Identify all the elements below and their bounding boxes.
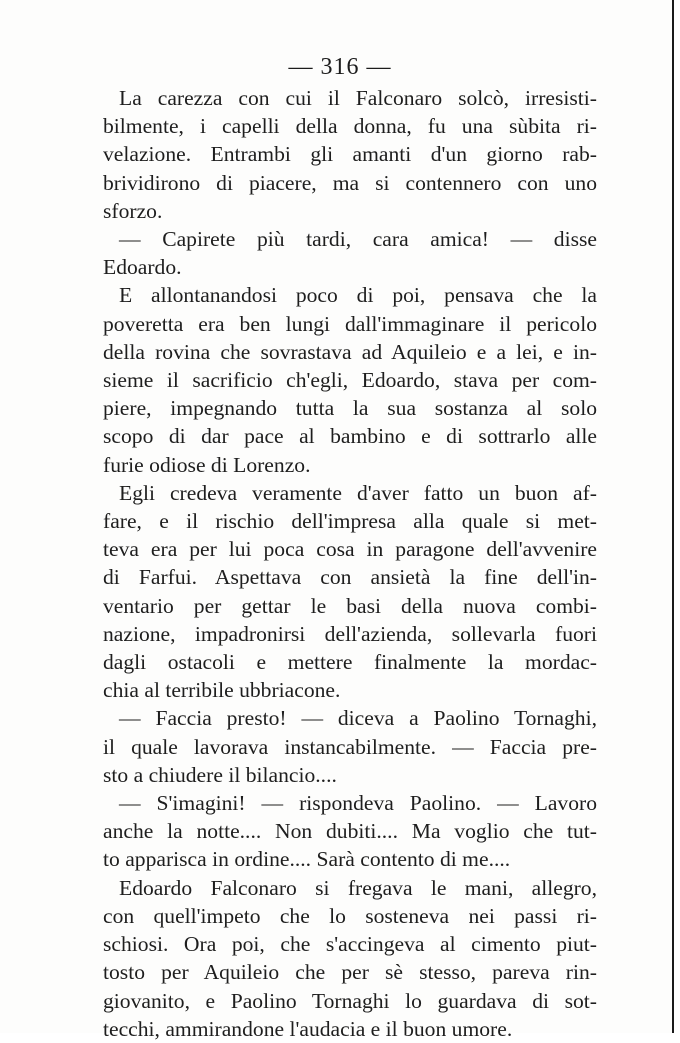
text-line: fare, e il rischio dell'impresa alla quale si met- <box>103 509 597 534</box>
text-line: chia al terribile ubbriacone. <box>103 678 341 703</box>
text-line: scopo di dar pace al bambino e di sottrarlo alle <box>103 424 597 449</box>
page-binding-edge <box>672 0 674 1033</box>
text-line: con quell'impeto che lo sosteneva nei passi ri- <box>103 903 597 928</box>
text-line: — Faccia presto! — diceva a Paolino Tornaghi, <box>119 706 597 731</box>
text-line: anche la notte.... Non dubiti.... Ma voglio che tut- <box>103 819 597 844</box>
text-line: della rovina che sovrastava ad Aquileio e a lei, e in- <box>103 339 597 364</box>
text-line: to apparisca in ordine.... Sarà contento di me.... <box>103 847 511 872</box>
text-line: tosto per Aquileio che per sè stesso, pareva rin- <box>103 960 597 985</box>
text-line: il quale lavorava instancabilmente. — Faccia pre- <box>103 734 597 759</box>
text-line: di Farfui. Aspettava con ansietà la fine dell'in- <box>103 565 597 590</box>
text-line: ventario per gettar le basi della nuova combi- <box>103 593 597 618</box>
paragraph <box>103 789 597 874</box>
text-line: Egli credeva veramente d'aver fatto un buon af- <box>119 480 597 505</box>
text-line: Edoardo Falconaro si fregava le mani, allegro, <box>119 875 597 900</box>
text-line: bilmente, i capelli della donna, fu una sùbita ri- <box>103 114 597 139</box>
text-line: sto a chiudere il bilancio.... <box>103 762 337 787</box>
text-line: sieme il sacrificio ch'egli, Edoardo, stava per com- <box>103 368 597 393</box>
text-line: giovanito, e Paolino Tornaghi lo guardava di sot- <box>103 988 597 1013</box>
text-line: poveretta era ben lungi dall'immaginare il pericolo <box>103 311 597 336</box>
paragraph <box>103 874 597 1043</box>
page-number: — 316 — <box>288 54 392 80</box>
text-line: dagli ostacoli e mettere finalmente la mordac- <box>103 650 597 675</box>
text-line: piere, impegnando tutta la sua sostanza al solo <box>103 396 597 421</box>
text-line: — S'imagini! — rispondeva Paolino. — Lavoro <box>119 791 597 816</box>
text-line: — Capirete più tardi, cara amica! — disse <box>119 227 597 252</box>
text-line: teva era per lui poca cosa in paragone dell'avvenire <box>103 537 597 562</box>
paragraph <box>103 84 597 225</box>
page-edge-margin <box>674 0 680 1033</box>
text-line: furie odiose di Lorenzo. <box>103 452 311 477</box>
text-line: sforzo. <box>103 198 163 223</box>
text-line: La carezza con cui il Falconaro solcò, irresisti- <box>119 86 597 110</box>
paragraph <box>103 479 597 705</box>
text-line: velazione. Entrambi gli amanti d'un giorno rab- <box>103 142 597 167</box>
text-line: schiosi. Ora poi, che s'accingeva al cimento piut- <box>103 932 597 957</box>
body-text <box>103 84 597 1043</box>
text-line: nazione, impadronirsi dell'azienda, sollevarla fuori <box>103 621 597 646</box>
paragraph <box>103 225 597 281</box>
text-line: tecchi, ammirandone l'audacia e il buon umore. <box>103 1016 513 1041</box>
paragraph <box>103 704 597 789</box>
text-line: E allontanandosi poco di poi, pensava che la <box>119 283 597 308</box>
text-line: Edoardo. <box>103 255 182 280</box>
paragraph <box>103 281 597 478</box>
text-line: brividirono di piacere, ma si contennero con uno <box>103 170 597 195</box>
